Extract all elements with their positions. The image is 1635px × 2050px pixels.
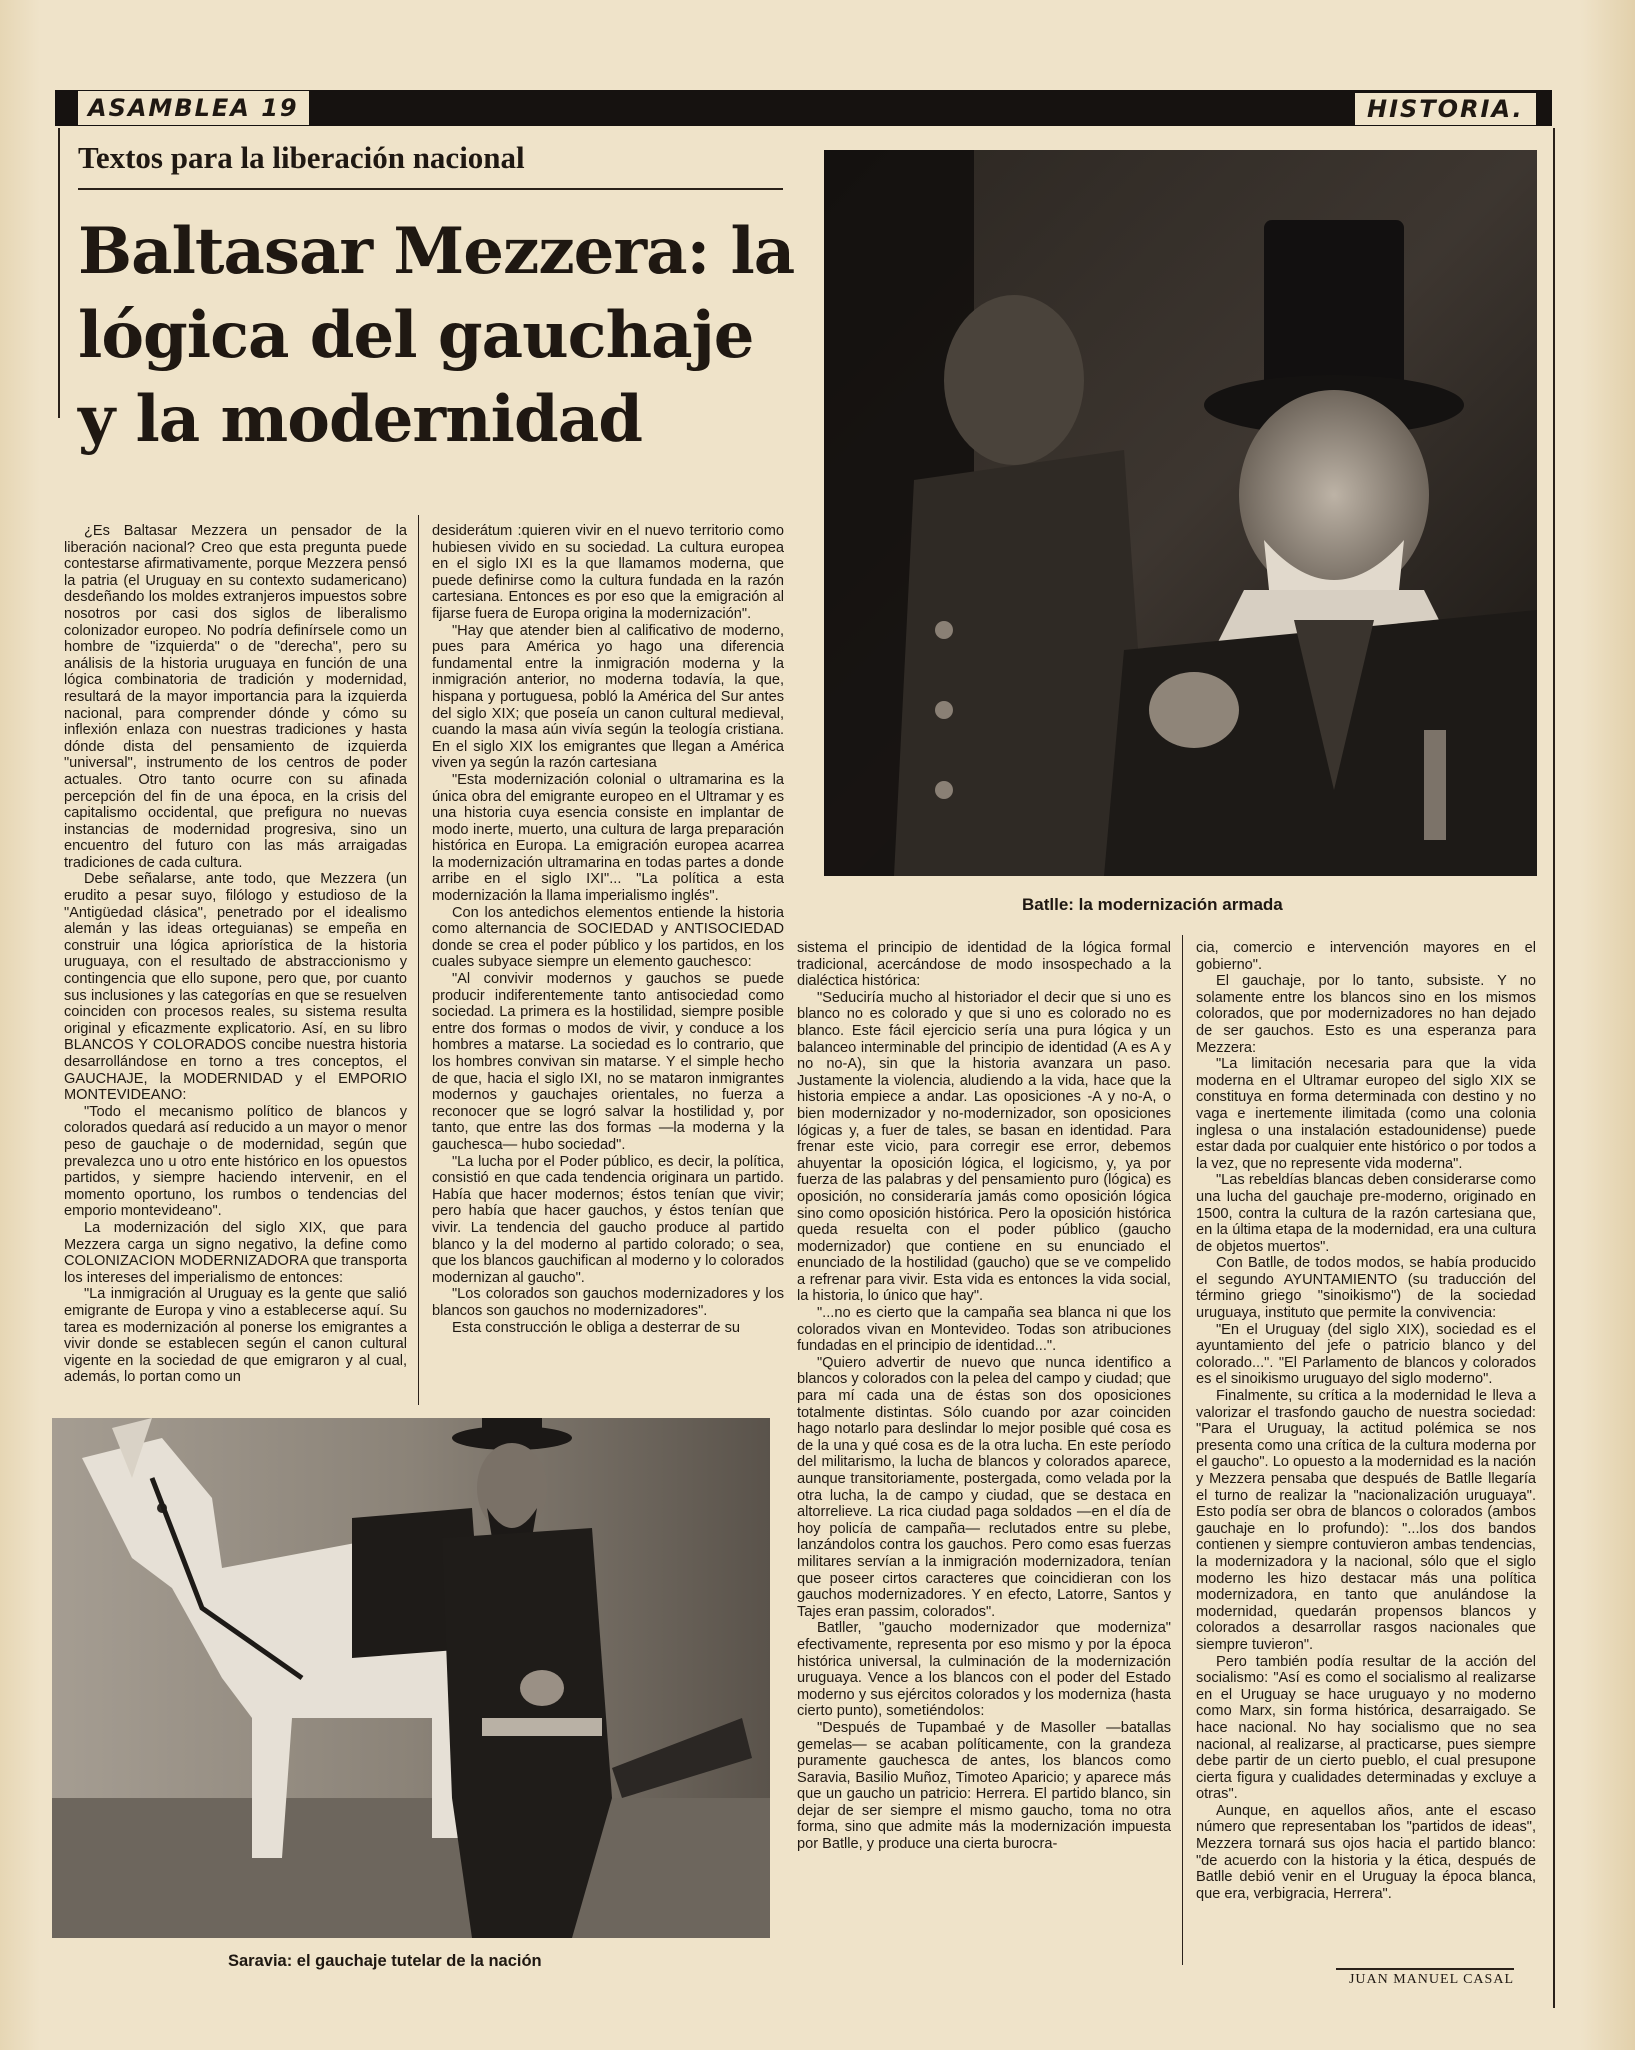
column-4 [1196, 940, 1536, 1902]
kicker-rule [78, 188, 783, 190]
saravia-photo [52, 1418, 770, 1938]
right-border-rule [1553, 128, 1555, 2008]
column-divider-2 [1182, 935, 1183, 1965]
paragraph: ¿Es Baltasar Mezzera un pensador de la liberación nacional? Creo que esta pregunta puede contestarse afirmativamente, porque Mezzera pensó la patria (el Uruguay en su contexto sudamericano) desdeñando los moldes extranjeros impuestos sobre nosotros por casi dos siglos de liberalismo colonizador europeo. No podría definírsele como un hombre de "izquierda" o de "derecha", pero su análisis de la historia uruguaya en función de una lógica combinatoria de tradición y modernidad, resultará de la mayor importancia para la izquierda nacional, para comprender dónde y cómo su inflexión enlaza con nuestras tradiciones y hasta dónde dista del pensamiento de izquierda "universal", instrumento de los centros de poder actuales. Otro tanto ocurre con su afinada percepción del fin de una época, en la crisis del capitalismo occidental, que prefigura no nuevas instancias de modernidad progresiva, sino un encuentro del futuro con las más arraigadas tradiciones de cada cultura. [64, 523, 407, 871]
publication-label: ASAMBLEA 19 [78, 91, 309, 125]
paragraph: Finalmente, su crítica a la modernidad le lleva a valorizar el trasfondo gaucho de nuestra sociedad: "Para el Uruguay, la actitud polémica se nos presenta como una crítica de la cultura moderna por el gaucho". Lo opuesto a la modernidad es la nación y Mezzera pensaba que después de Batlle llegaría el turno de realizar la "nacionalización uruguaya". Esto podía ser obra de blancos o colorados (ambos gauchaje en lo profundo): "...los dos bandos contienen y siempre contuvieron ambas tendencias, la modernizadora y la nacional, sólo que el siglo moderno les hizo destacar más una política modernizadora, en tanto que anulándose la modernidad, quedarán propensos blancos y colorados a desarrollar rasgos nacionales que siempre tuvieron". [1196, 1388, 1536, 1653]
paragraph: "Hay que atender bien al calificativo de moderno, pues para América yo hago una diferencia fundamental entre la inmigración moderna y la inmigración anterior, no moderna todavía, la que, hispana y portuguesa, pobló la América del Sur antes del siglo XIX; que poseía un canon cultural medieval, cuando la masa aún vivía según la teología cristiana. En el siglo XIX los emigrantes que llegan a América viven ya según la razón cartesiana [432, 622, 784, 772]
column-1 [64, 523, 407, 1386]
paragraph: "La inmigración al Uruguay es la gente que salió emigrante de Europa y vino a establecerse aquí. Su tarea es modernización al ponerse los emigrantes a vivir donde se establecen según el canon cultural vigente en la sociedad de que emigraron y al cual, además, lo portan como un [64, 1286, 407, 1386]
section-label: HISTORIA. [1355, 93, 1536, 125]
left-border-rule [58, 128, 60, 418]
paragraph: cia, comercio e intervención mayores en el gobierno". [1196, 940, 1536, 973]
paragraph: "Los colorados son gauchos modernizadores y los blancos son gauchos no modernizadores". [432, 1286, 784, 1319]
paragraph: "Esta modernización colonial o ultramarina es la única obra del emigrante europeo en el Ultramar y es una historia cuya esencia consiste en implantar de modo inerte, muerto, una cultura de larga preparación histórica en Europa. La emigración europea acarrea la modernización ultramarina en todas partes a donde arribe en el siglo IXI"... "La política a esta modernización la llama imperialismo inglés". [432, 771, 784, 905]
column-divider-1 [418, 515, 419, 1405]
paragraph: "...no es cierto que la campaña sea blanca ni que los colorados vivan en Montevideo. Todas son atribuciones fundadas en el principio de identidad...". [797, 1305, 1171, 1355]
paragraph: "Quiero advertir de nuevo que nunca identifico a blancos y colorados con la pelea del campo y ciudad; que para mí cada una de éstas son dos oposiciones totalmente distintas. Sólo cuando por azar coinciden hago notarlo para deslindar lo mejor posible qué cosa es de la una y qué cosa es de la otra lucha. En este período del militarismo, la lucha de blancos y colorados aparece, aunque transitoriamente, postergada, como velada por la otra lucha, la de campo y ciudad, que se destaca en altorrelieve. La rica ciudad paga soldados —en el día de hoy policía de campaña— reclutados entre su plebe, lanzándolos contra los gauchos. Pero como esas fuerzas militares servían a la inmigración modernizadora, tenían que poseer cirtos caracteres que coincidieran con los gauchos modernizadores. Y en efecto, Latorre, Santos y Tajes eran passim, colorados". [797, 1354, 1172, 1620]
paragraph: Aunque, en aquellos años, ante el escaso número que representaban los "partidos de ideas", Mezzera tornará sus ojos hacia el partido blanco: "de acuerdo con la historia y la ética, después de Batlle debió venir en el Uruguay la época blanca, que era, verbigracia, Herrera". [1196, 1802, 1536, 1902]
paragraph: "La lucha por el Poder público, es decir, la política, consistió en que cada tendencia originara un partido. Había que hacer modernos; éstos tenían que vivir; pero había que hacer gauchos, y éstos tenían que vivir. La tendencia del gaucho produce al partido blanco y la del moderno al partido colorado; o sea, que los blancos gauchifican al moderno y lo colorados modernizan al gaucho". [432, 1153, 784, 1286]
paragraph: Con Batlle, de todos modos, se había producido el segundo AYUNTAMIENTO (su traducción del término griego "sinoikismo") de la sociedad uruguaya, instituto que permite la convivencia: [1196, 1255, 1536, 1322]
saravia-photo-caption: Saravia: el gauchaje tutelar de la nación [228, 1952, 542, 1970]
paragraph: La modernización del siglo XIX, que para Mezzera carga un signo negativo, la define como COLONIZACION MODERNIZADORA que transporta los intereses del imperialismo de entonces: [64, 1219, 407, 1286]
column-3 [797, 940, 1171, 1853]
paragraph: Esta construcción le obliga a desterrar de su [452, 1319, 740, 1336]
paragraph: El gauchaje, por lo tanto, subsiste. Y no solamente entre los blancos sino en los mismos colorados, que por modernizadores no han dejado de ser gauchos. Esto es una esperanza para Mezzera: [1196, 973, 1536, 1056]
headline: Baltasar Mezzera: la lógica del gauchaje y la modernidad [78, 214, 795, 457]
paragraph: desiderátum :quieren vivir en el nuevo territorio como hubiesen vivido en su sociedad. La cultura europea en el siglo IXI es la que llamamos moderna, que puede definirse como la cultura fundada en la razón cartesiana. Entonces es por eso que la emigración al fijarse fuera de Europa origina la modernización". [432, 523, 784, 622]
kicker: Textos para la liberación nacional [78, 140, 525, 175]
paragraph: Debe señalarse, ante todo, que Mezzera (un erudito a pesar suyo, filólogo y estudioso de la "Antigüedad clásica", penetrado por el idealismo alemán y las ideas orteguianas) se empeña en construir una lógica apriorística de la historia uruguaya, con el resultado de abstraccionismo y contingencia que ello supone, pero que, por cuanto sus inclusiones y las categorías en que se resuelven coinciden con procesos reales, su sistema resulta original y eficazmente explicatorio. Así, en su libro BLANCOS Y COLORADOS concibe nuestra historia desarrollándose en torno a tres conceptos, el GAUCHAJE, la MODERNIDAD y el EMPORIO MONTEVIDEANO: [64, 871, 407, 1104]
paragraph: "Todo el mecanismo político de blancos y colorados quedará así reducido a un mayor o menor peso de gauchaje o de modernidad, según que prevalezca uno u otro ente histórico en los opuestos partidos, y siempre haciendo intervenir, en el momento oportuno, los rumbos o tendencias del emporio montevideano". [64, 1103, 407, 1220]
batlle-photo-image [824, 150, 1537, 876]
paragraph: "Después de Tupambaé y de Masoller —batallas gemelas— se acaban políticamente, con la grandeza puramente gauchesca de antes, los blancos como Saravia, Basilio Muñoz, Timoteo Aparicio; y aparece más que un gaucho un patricio: Herrera. El partido blanco, sin dejar de ser siempre el mismo gaucho, toma no otra forma, sino que admite más la modernización impuesta por Batlle, y produce una cierta burocra- [797, 1719, 1171, 1853]
paragraph: "Seduciría mucho al historiador el decir que si uno es blanco no es colorado y que si uno es colorado no es blanco. Este fácil ejercicio sería una pura lógica y un balanceo interminable del principio de identidad (A es A y no no-A), sin que la historia avanzara un paso. Justamente la violencia, aludiendo a la vida, hace que la historia empiece a andar. Las oposiciones -A y no-A, o bien modernizador y no-modernizador, son oposiciones lógicas y, a fuer de tales, se basan en identidad. Para frenar este vicio, para corregir ese error, debemos ahuyentar la oposición lógica, el logicismo, y, ya por fuerza de las palabras y del pensamiento puro (lógica) es oposición, no consideraría jamás como oposición lógica sino como oposición histórica. Pero la oposición histórica queda resuelta con el poder público (gaucho modernizador) que contiene en su enunciado el enunciado de la hostilidad (gaucho) que se ve compelido a refrenar para vivir. Esta vida es entonces la vida social, la historia, lo único que hay". [797, 989, 1171, 1305]
paragraph: Pero también podía resultar de la acción del socialismo: "Así es como el socialismo al realizarse en el Uruguay se hace uruguayo y no moderno como Marx, sin forma histórica, desarraigado. Se hace nacional. No hay socialismo que no sea nacional, al realizarse, al practicarse, pues siempre debe partir de un cierto pueblo, el cual presupone cierta figura y cualidades determinadas y excluye a otras". [1196, 1653, 1536, 1803]
paragraph: "En el Uruguay (del siglo XIX), sociedad es el ayuntamiento del jefe o patricio blanco y del colorado...". "El Parlamento de blancos y colorados es el sinoikismo uruguayo del siglo moderno". [1196, 1321, 1536, 1388]
paragraph: Batller, "gaucho modernizador que moderniza" efectivamente, representa por eso mismo y por la época histórica universal, la culminación de la modernización uruguaya. Vence a los blancos con el poder del Estado moderno y sus ejércitos colorados y los moderniza (hasta cierto punto), sometiéndolos: [797, 1620, 1171, 1720]
author-signature: JUAN MANUEL CASAL [1336, 1968, 1514, 1988]
batlle-photo [824, 150, 1537, 876]
saravia-photo-image [52, 1418, 770, 1938]
paragraph: "Al convivir modernos y gauchos se puede producir indiferentemente tanto antisociedad como sociedad. La primera es la hostilidad, siempre posible entre dos formas o modos de vivir, y conduce a los hombres a matarse. La sociedad es lo contrario, que los hombres convivan sin matarse. Y el simple hecho de que, hacia el siglo IXI, no se mataron inmigrantes modernos y gauchajes orientales, no fuerza a reconocer que se logró salvar la hostilidad y, por tanto, que entre las dos formas —la moderna y la gauchesca— hubo sociedad". [432, 971, 784, 1153]
paragraph: "La limitación necesaria para que la vida moderna en el Ultramar europeo del siglo XIX se constituya en forma determinada con destino y no vaga e inertemente ilimitada (como una colonia inglesa o una instalación estadounidense) puede estar dada por cualquier ente histórico o por todos a la vez, que no represente vida moderna". [1196, 1056, 1536, 1172]
paragraph: sistema el principio de identidad de la lógica formal tradicional, acercándose de modo insospechado a la dialéctica histórica: [797, 940, 1171, 990]
paragraph: Con los antedichos elementos entiende la historia como alternancia de SOCIEDAD y ANTISOCIEDAD donde se crea el poder público y los partidos, en los cuales subyace siempre un elemento gauchesco: [432, 904, 784, 971]
batlle-photo-caption: Batlle: la modernización armada [1022, 895, 1283, 914]
paragraph: "Las rebeldías blancas deben considerarse como una lucha del gauchaje pre-moderno, originado en 1500, contra la cultura de la razón cartesiana que, en la última etapa de la modernidad, era una cultura de objetos muertos". [1196, 1172, 1536, 1255]
column-2 [432, 523, 784, 1336]
